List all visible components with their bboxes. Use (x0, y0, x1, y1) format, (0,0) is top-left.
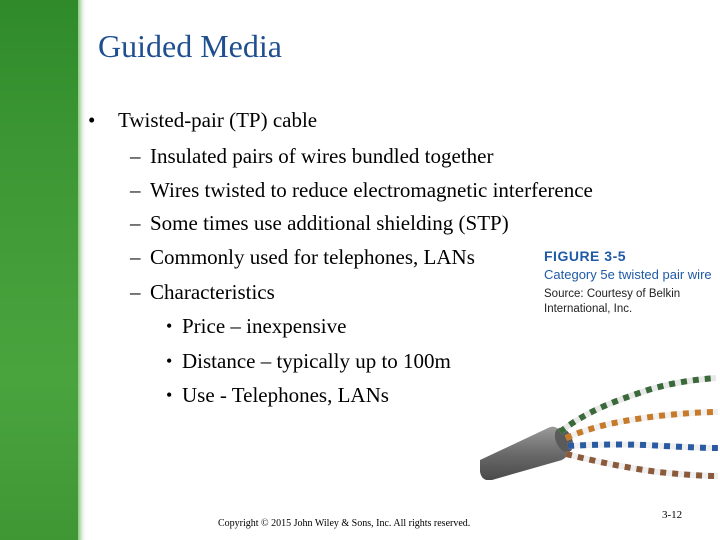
characteristic-text: Price – inexpensive (182, 314, 347, 338)
characteristic-text: Distance – typically up to 100m (182, 349, 451, 373)
dash-marker: – (130, 245, 141, 269)
dash-marker: – (130, 211, 141, 235)
sidebar-edge-gradient (78, 0, 86, 540)
characteristic-text: Use - Telephones, LANs (182, 383, 389, 407)
sub-bullet-text: Characteristics (150, 280, 275, 304)
figure-source: Source: Courtesy of Belkin International, Inc. (544, 288, 681, 315)
sub-bullet-text: Some times use additional shielding (STP) (150, 211, 509, 235)
sidebar-decoration (0, 0, 78, 540)
bullet-marker: • (166, 351, 173, 371)
figure-description: Category 5e twisted pair wire (544, 267, 712, 282)
page-number: 3-12 (662, 509, 683, 521)
dash-marker: – (130, 144, 141, 168)
figure-label: FIGURE 3-5 (544, 248, 627, 264)
sub-bullet-text: Commonly used for telephones, LANs (150, 245, 475, 269)
copyright-footer: Copyright © 2015 John Wiley & Sons, Inc. All rights reserved. (218, 518, 471, 529)
sub-bullet-text: Insulated pairs of wires bundled together (150, 144, 494, 168)
bullet-marker: • (166, 385, 173, 405)
slide-title: Guided Media (98, 28, 282, 64)
twisted-pair-cable-image (478, 340, 720, 480)
bullet-marker: • (88, 108, 96, 132)
sub-bullet-text: Wires twisted to reduce electromagnetic interference (150, 178, 593, 202)
bullet-marker: • (166, 316, 173, 336)
bullet-text: Twisted-pair (TP) cable (118, 108, 318, 132)
dash-marker: – (130, 178, 141, 202)
dash-marker: – (130, 280, 141, 304)
figure-caption (544, 248, 716, 317)
